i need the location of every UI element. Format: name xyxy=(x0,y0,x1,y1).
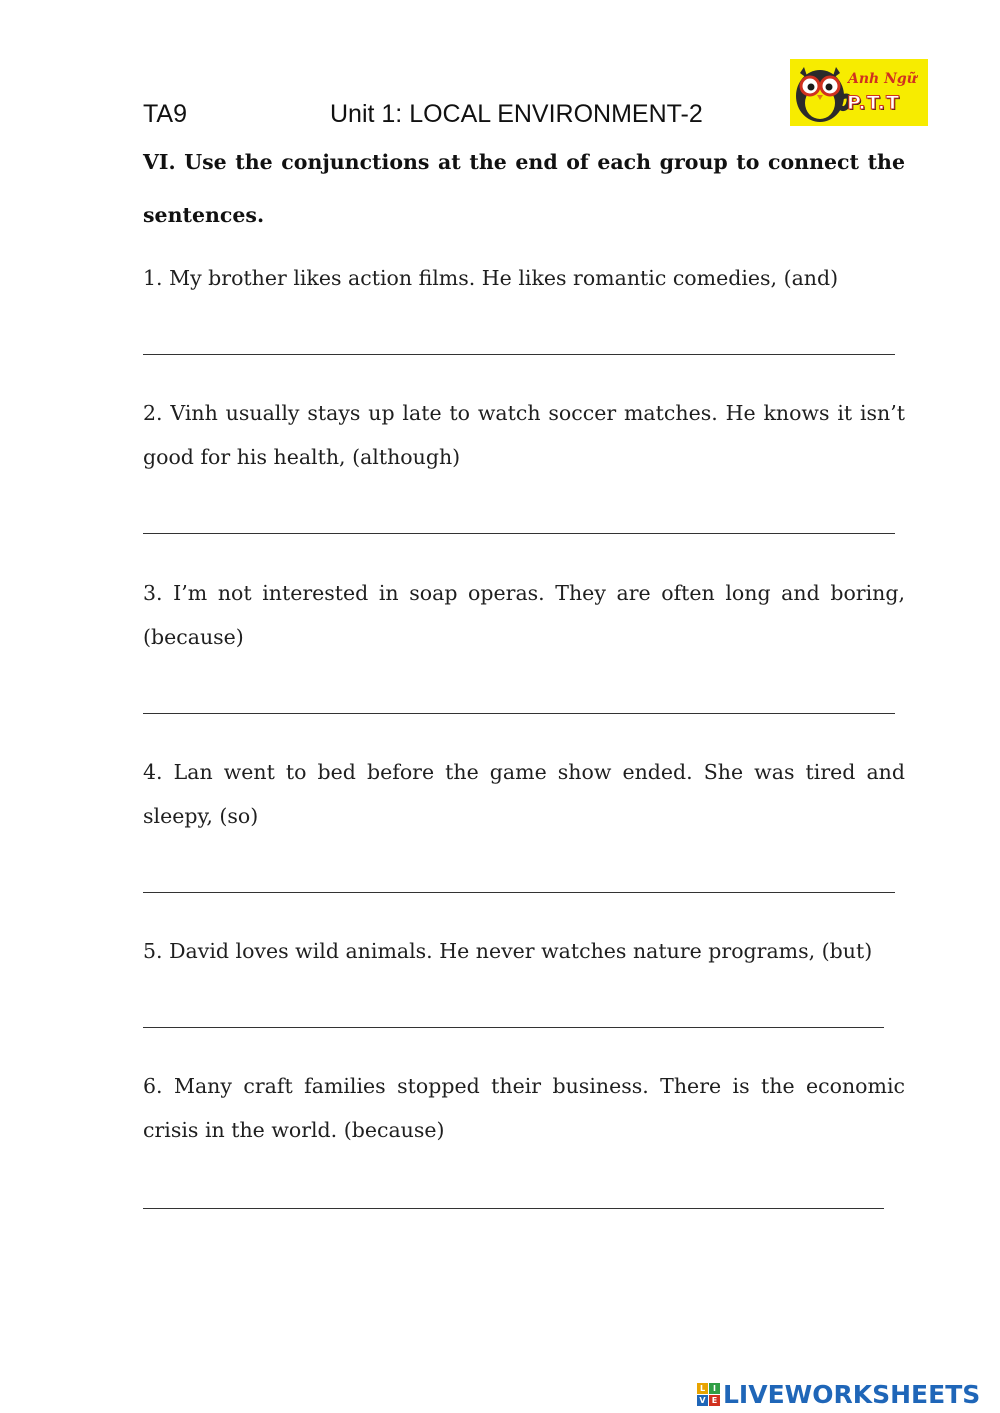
answer-line-6[interactable] xyxy=(143,1208,884,1209)
question-6: 6. Many craft families stopped their business. There is the economic crisis in the world. (because) xyxy=(143,1074,905,1142)
brand-icon-letter: L xyxy=(697,1383,708,1394)
liveworksheets-brand xyxy=(697,1377,980,1411)
school-logo xyxy=(790,59,928,126)
brand-icon-letter: E xyxy=(709,1395,720,1406)
answer-line-5[interactable] xyxy=(143,1027,884,1028)
question-5: 5. David loves wild animals. He never watches nature programs, (but) xyxy=(143,939,873,963)
question-3: 3. I’m not interested in soap operas. They are often long and boring, (because) xyxy=(143,581,905,649)
brand-icon-letter: I xyxy=(709,1383,720,1394)
logo-text-line2: P.T.T xyxy=(847,92,900,114)
exercise-instruction: VI. Use the conjunctions at the end of each group to connect the sentences. xyxy=(143,150,905,227)
header-code: TA9 xyxy=(143,100,187,128)
answer-line-2[interactable] xyxy=(143,533,895,534)
header-unit-title: Unit 1: LOCAL ENVIRONMENT-2 xyxy=(330,100,703,128)
liveworksheets-logo-icon xyxy=(697,1383,720,1406)
brand-icon-letter: V xyxy=(697,1395,708,1406)
logo-text-line1: Anh Ngữ xyxy=(848,71,917,87)
question-4: 4. Lan went to bed before the game show ended. She was tired and sleepy, (so) xyxy=(143,760,905,828)
answer-line-4[interactable] xyxy=(143,892,895,893)
brand-name: LIVEWORKSHEETS xyxy=(723,1379,981,1409)
question-2: 2. Vinh usually stays up late to watch soccer matches. He knows it isn’t good for his health, (although) xyxy=(143,401,905,469)
question-1: 1. My brother likes action films. He likes romantic comedies, (and) xyxy=(143,266,839,290)
answer-line-1[interactable] xyxy=(143,354,895,355)
answer-line-3[interactable] xyxy=(143,713,895,714)
